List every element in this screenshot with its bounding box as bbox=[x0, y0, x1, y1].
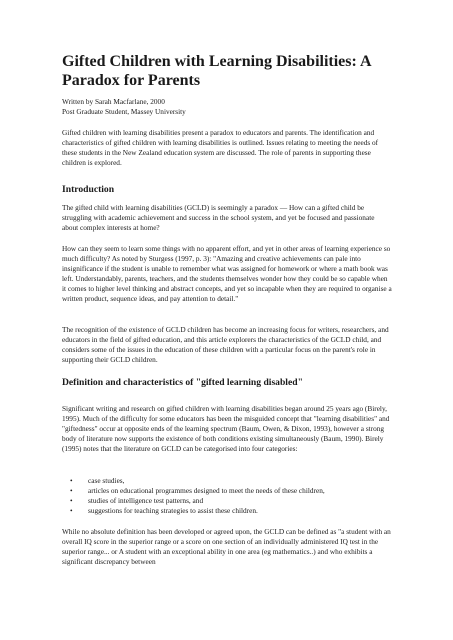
list-item-text: case studies, bbox=[88, 476, 125, 485]
affiliation-line: Post Graduate Student, Massey University bbox=[62, 107, 186, 116]
categories-list bbox=[62, 476, 422, 516]
list-item bbox=[62, 486, 422, 496]
introduction-paragraph-3: The recognition of the existence of GCLD children has become an increasing focus for writers, researchers, and educators in the field of gifted education, and this article explorers the characteristics of the GCLD child, and considers some of the issues in the education of these children with a particular focus on the parent's role in supporting their GCLD children. bbox=[62, 325, 389, 364]
introduction-heading: Introduction bbox=[62, 184, 115, 195]
bullet-icon: • bbox=[70, 486, 73, 495]
bullet-icon: • bbox=[70, 506, 73, 515]
definition-heading: Definition and characteristics of "gifted learning disabled" bbox=[62, 377, 303, 388]
closing-paragraph: While no absolute definition has been developed or agreed upon, the GCLD can be defined as "a student with an overall IQ score in the superior range or a score on one section of an individually administered IQ test in the superior range... or A student with an exceptional ability in one area (eg mathematics..) and who exhibits a significant discrepancy between bbox=[62, 527, 391, 566]
abstract-paragraph: Gifted children with learning disabilities present a paradox to educators and parents. The identification and characteristics of gifted children with learning disabilities is outlined. Issues relating to meeting the needs of these students in the New Zealand education system are discussed. The role of parents in supporting these children is explored. bbox=[62, 128, 379, 167]
introduction-paragraph-1: The gifted child with learning disabilities (GCLD) is seemingly a paradox — How can a gifted child be struggling with academic achievement and success in the school system, and yet be focused and passionate about complex interests at home? bbox=[62, 203, 375, 232]
list-item-text: studies of intelligence test patterns, and bbox=[88, 496, 204, 505]
introduction-paragraph-2: How can they seem to learn some things with no apparent effort, and yet in other areas of learning experience so much difficulty? As noted by Sturgess (1997, p. 3): "Amazing and creative achievements can pale into insignificance if the student is unable to remember what was assigned for homework or where a math book was left. Understandably, parents, teachers, and the students themselves wonder how they could be so capable when it comes to higher level thinking and abstract concepts, and yet so incapable when they are required to organise a written product, sequence ideas, and pay attention to detail." bbox=[62, 244, 392, 303]
bullet-icon: • bbox=[70, 476, 73, 485]
list-item bbox=[62, 506, 422, 516]
byline bbox=[62, 97, 422, 117]
author-line: Written by Sarah Macfarlane, 2000 bbox=[62, 97, 165, 106]
list-item bbox=[62, 476, 422, 486]
bullet-icon: • bbox=[70, 496, 73, 505]
definition-paragraph: Significant writing and research on gifted children with learning disabilities began around 25 years ago (Birely, 1995). Much of the difficulty for some educators has been the misguided concept that "learning disabilities" and "giftedness" occur at opposite ends of the learning spectrum (Baum, Owen, & Dixon, 1993), however a strong body of literature now supports the existence of both conditions existing simultaneously (Baum, 1990). Birely (1995) notes that the literature on GCLD can be categorised into four categories: bbox=[62, 404, 390, 453]
page-title: Gifted Children with Learning Disabilities: A Paradox for Parents bbox=[62, 53, 371, 89]
list-item-text: articles on educational programmes designed to meet the needs of these children, bbox=[88, 486, 325, 495]
list-item bbox=[62, 496, 422, 506]
list-item-text: suggestions for teaching strategies to assist these children. bbox=[88, 506, 258, 515]
